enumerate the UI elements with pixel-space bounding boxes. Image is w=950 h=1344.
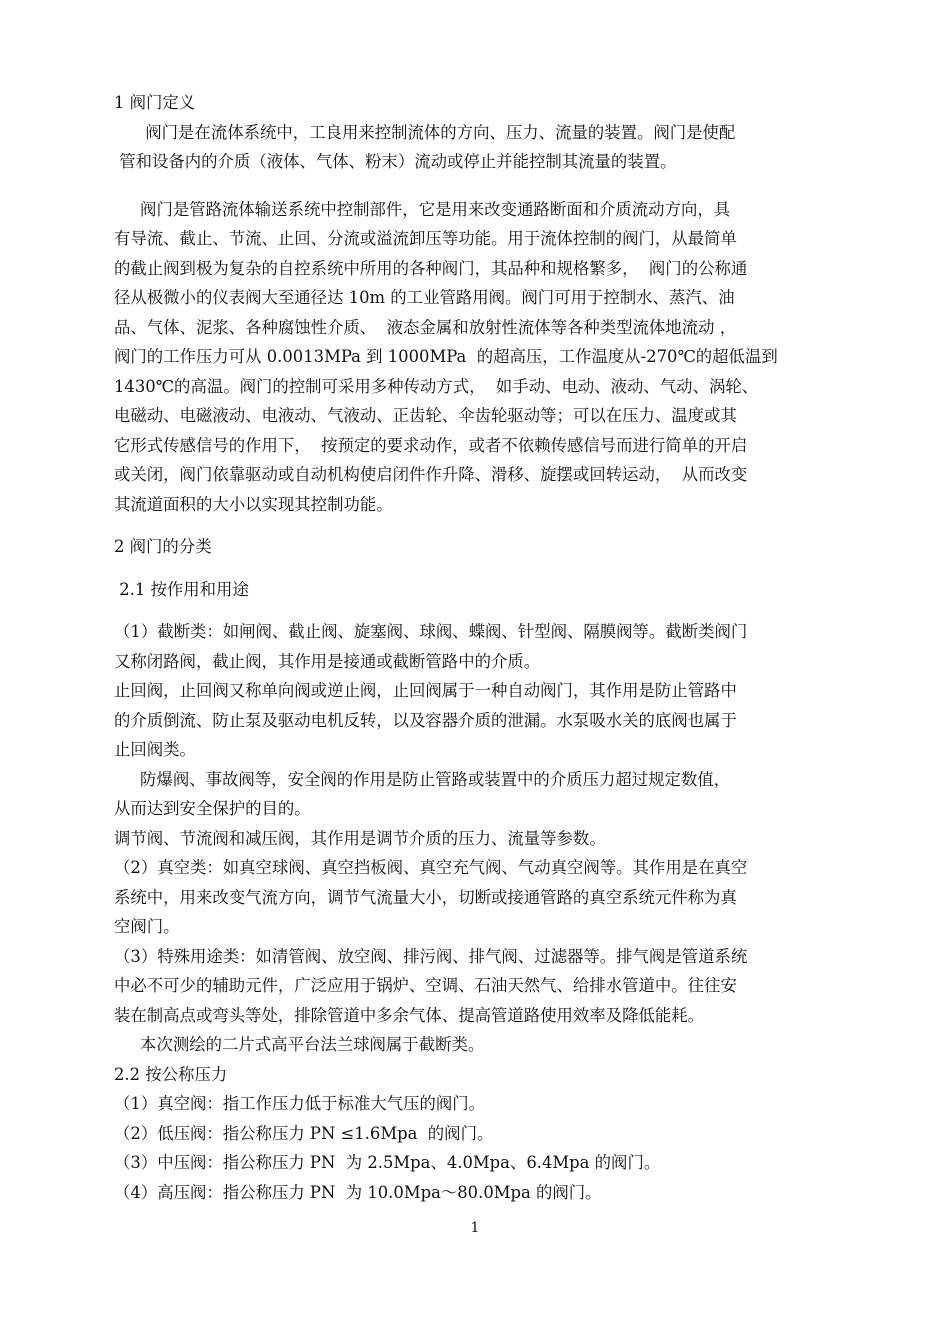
subsection-heading-by-function: 2.1 按作用和用途: [114, 579, 249, 599]
paragraph-line: 径从极微小的仪表阀大至通径达 10m 的工业管路用阀。阀门可用于控制水、蒸汽、油: [114, 288, 735, 307]
subsection-heading-by-nominal-pressure: 2.2 按公称压力: [114, 1064, 228, 1084]
paragraph-line: （2）低压阀：指公称压力 PN ≤1.6Mpa 的阀门。: [114, 1123, 494, 1143]
page-number: 1: [470, 1220, 480, 1236]
section-heading-valve-classification: 2 阀门的分类: [114, 537, 212, 556]
paragraph-line: 系统中，用来改变气流方向，调节气流量大小，切断或接通管路的真空系统元件称为真: [114, 887, 737, 907]
paragraph-line: 阀门是在流体系统中，工良用来控制流体的方向、压力、流量的装置。阀门是使配: [114, 122, 736, 142]
paragraph-line: （3）特殊用途类：如清管阀、放空阀、排污阀、排气阀、过滤器等。排气阀是管道系统: [114, 946, 748, 966]
document-body: [114, 88, 842, 1207]
paragraph-line: 其流道面积的大小以实现其控制功能。: [114, 494, 393, 514]
paragraph-line: 空阀门。: [114, 917, 180, 936]
paragraph-line: （2）真空类：如真空球阀、真空挡板阀、真空充气阀、气动真空阀等。其作用是在真空: [114, 858, 748, 877]
paragraph-line: （4）高压阀：指公称压力 PN 为 10.0Mpa～80.0Mpa 的阀门。: [114, 1182, 602, 1202]
paragraph-line: （1）截断类：如闸阀、截止阀、旋塞阀、球阀、蝶阀、针型阀、隔膜阀等。截断类阀门: [114, 622, 748, 641]
paragraph-line: 的截止阀到极为复杂的自控系统中所用的各种阀门，其品种和规格繁多， 阀门的公称通: [114, 258, 748, 278]
paragraph-line: 阀门是管路流体输送系统中控制部件，它是用来改变通路断面和介质流动方向，具: [114, 199, 731, 219]
paragraph-line: 的介质倒流、防止泵及驱动电机反转，以及容器介质的泄漏。水泵吸水关的底阀也属于: [114, 710, 737, 730]
paragraph-line: （3）中压阀：指公称压力 PN 为 2.5Mpa、4.0Mpa、6.4Mpa 的阀门。: [114, 1153, 661, 1172]
paragraph-line: 品、气体、泥浆、各种腐蚀性介质、 液态金属和放射性流体等各种类型流体地流动 ，: [114, 317, 737, 337]
paragraph-line: 防爆阀、事故阀等，安全阀的作用是防止管路或装置中的介质压力超过规定数值，: [114, 769, 731, 789]
paragraph-line: 管和设备内的介质（液体、气体、粉末）流动或停止并能控制其流量的装置。: [114, 152, 677, 171]
paragraph-line: 阀门的工作压力可从 0.0013MPa 到 1000MPa 的超高压，工作温度从-270℃的超低温到: [114, 347, 778, 366]
paragraph-line: 止回阀类。: [114, 740, 196, 759]
paragraph-line: 电磁动、电磁液动、电液动、气液动、正齿轮、伞齿轮驱动等；可以在压力、温度或其: [114, 406, 737, 425]
paragraph-line: 1430℃的高温。阀门的控制可采用多种传动方式， 如手动、电动、液动、气动、涡轮、: [114, 376, 759, 396]
paragraph-line: 或关闭，阀门依靠驱动或自动机构使启闭件作升降、滑移、旋摆或回转运动， 从而改变: [114, 465, 748, 484]
paragraph-line: （1）真空阀：指工作压力低于标准大气压的阀门。: [114, 1094, 486, 1113]
section-heading-valve-definition: 1 阀门定义: [114, 93, 196, 112]
paragraph-line: 从而达到安全保护的目的。: [114, 799, 311, 818]
paragraph-line: 有导流、截止、节流、止回、分流或溢流卸压等功能。用于流体控制的阀门，从最简单: [114, 229, 737, 248]
paragraph-line: 中必不可少的辅助元件，广泛应用于锅炉、空调、石油天然气、给排水管道中。往往安: [114, 976, 737, 995]
paragraph-line: 又称闭路阀，截止阀，其作用是接通或截断管路中的介质。: [114, 651, 541, 671]
paragraph-line: 止回阀，止回阀又称单向阀或逆止阀，止回阀属于一种自动阀门，其作用是防止管路中: [114, 681, 737, 700]
paragraph-line: 装在制高点或弯头等处，排除管道中多余气体、提高管道路使用效率及降低能耗。: [114, 1005, 705, 1025]
paragraph-line: 调节阀、节流阀和减压阀，其作用是调节介质的压力、流量等参数。: [114, 828, 606, 848]
paragraph-line: 它形式传感信号的作用下， 按预定的要求动作，或者不依赖传感信号而进行简单的开启: [114, 435, 748, 455]
paragraph-line: 本次测绘的二片式高平台法兰球阀属于截断类。: [114, 1035, 485, 1054]
